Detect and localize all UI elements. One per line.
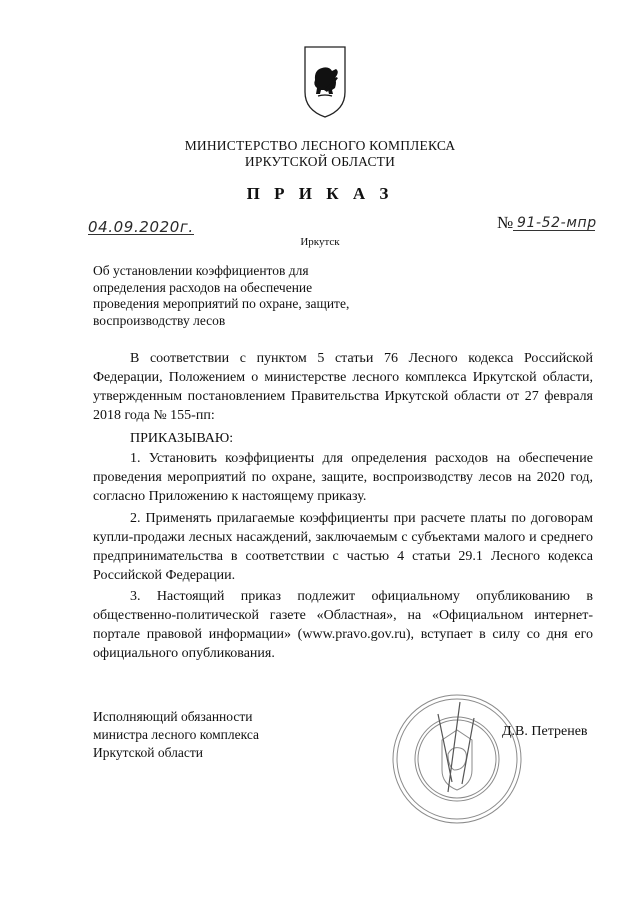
order-subject: Об установлении коэффициентов для определения расходов на обеспечение проведения мероприятий по охране, защите, воспроизводству лесов xyxy=(93,263,350,328)
signer-position-line3: Иркутской области xyxy=(93,745,204,760)
order-item-2: 2. Применять прилагаемые коэффициенты при расчете платы по договорам купли-продажи лесных насаждений, заключаемым с субъектами малого и среднего предпринимательства в соответствии с частью 4 статьи 29.1 Лесного кодекса Российской Федерации. xyxy=(93,511,593,583)
order-word-paragraph xyxy=(93,429,593,448)
official-seal-icon xyxy=(390,692,524,826)
date-underline xyxy=(88,234,194,235)
ministry-name-line1: МИНИСТЕРСТВО ЛЕСНОГО КОМПЛЕКСА xyxy=(184,138,456,153)
number-underline xyxy=(513,230,595,231)
order-item-1: 1. Установить коэффициенты для определения расходов на обеспечение проведения мероприятий по охране, защите, воспроизводству лесов на 2020 год, согласно Приложению к настоящему приказу. xyxy=(93,451,593,504)
item-3-paragraph xyxy=(93,587,593,663)
number-sign: № xyxy=(497,213,514,232)
order-date: 04.09.2020г. xyxy=(88,218,194,236)
order-item-3: 3. Настоящий приказ подлежит официальному опубликованию в общественно-политической газете «Областная», на «Официальном интернет-портале правовой информации» (www.pravo.gov.ru), вступает в силу со дня его официального опубликования. xyxy=(93,589,593,661)
preamble-text: В соответствии с пунктом 5 статьи 76 Лесного кодекса Российской Федерации, Положением о министерстве лесного комплекса Иркутской области, утвержденным постановлением Правительства Иркутской области от 27 февраля 2018 года № 155-пп: xyxy=(93,351,593,423)
city-name: Иркутск xyxy=(300,236,340,248)
preamble-paragraph xyxy=(93,349,593,425)
order-number: 91-52-мпр xyxy=(517,215,597,231)
signature-block xyxy=(93,708,259,762)
signer-position-line1: Исполняющий обязанности xyxy=(93,709,253,724)
item-2-paragraph xyxy=(93,509,593,585)
irkutsk-coat-of-arms-icon xyxy=(302,44,348,120)
signer-position-line2: министра лесного комплекса xyxy=(93,727,259,742)
ministry-name-line2: ИРКУТСКОЙ ОБЛАСТИ xyxy=(244,154,396,169)
order-word: ПРИКАЗЫВАЮ: xyxy=(130,431,234,446)
document-type-title: П Р И К А З xyxy=(246,184,394,203)
signer-name: Д.В. Петренев xyxy=(502,724,588,739)
item-1-paragraph xyxy=(93,449,593,506)
